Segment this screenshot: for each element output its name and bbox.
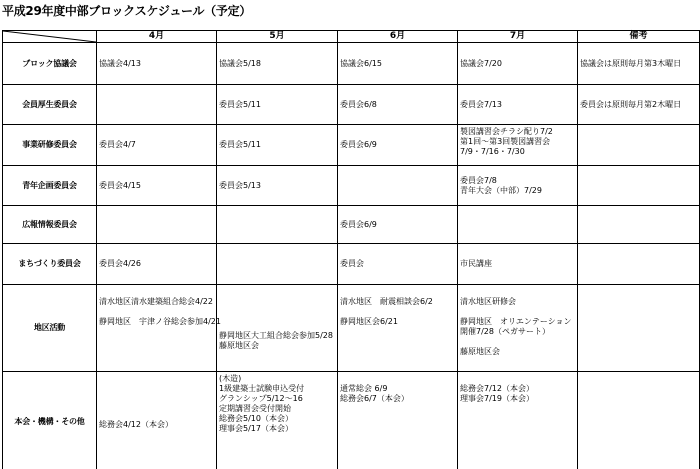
row-label: 事業研修委員会 [3,125,97,166]
table-cell [97,285,221,372]
table-row [3,166,700,206]
table-cell [458,43,578,85]
table-cell [578,166,700,206]
cell-line: 総務会7/12（本会） [460,384,534,393]
table-cell [578,206,700,244]
cell-line: 委員会5/13 [219,180,261,190]
cell-line: 市民講座 [460,259,492,268]
row-label: 本会・機構・その他 [3,372,97,469]
table-cell [338,206,458,244]
column-header-may: 5月 [217,31,338,43]
cell-line: 静岡地区大工組合総会参加5/28 [219,331,333,340]
cell-line: 総務会6/7（本会） [340,394,409,403]
cell-line: 清水地区清水建築組合総会4/22 [99,297,213,306]
cell-line: 委員会6/9 [340,140,377,149]
row-label: 地区活動 [3,285,97,372]
cell-line: 藤原地区会 [219,341,259,350]
cell-line: 7/9・7/16・7/30 [460,147,525,156]
corner-cell [3,31,97,43]
cell-line: 委員会7/13 [460,99,502,109]
cell-line: 理事会5/17（本会） [219,424,293,433]
table-row [3,43,700,85]
table-cell [217,166,338,206]
table-cell [458,372,578,469]
cell-line: 委員会4/7 [99,140,136,149]
table-cell [217,125,338,166]
table-cell [97,85,217,125]
table-cell [578,372,700,469]
table-cell [97,372,217,469]
cell-line: 委員会は原則毎月第2木曜日 [580,99,682,109]
row-label: まちづくり委員会 [3,244,97,285]
table-cell [338,125,458,166]
cell-line: 協議会は原則毎月第3木曜日 [580,58,682,68]
cell-line: 1級建築士試験申込受付 [219,384,305,393]
cell-line: 委員会 [340,259,364,268]
cell-line: 静岡地区 宇津ノ谷総会参加4/21 [99,317,221,326]
cell-line: 静岡地区 オリエンテーション開催7/28（ペガサート） [460,317,572,336]
table-row [3,85,700,125]
table-cell [578,85,700,125]
cell-line: 理事会7/19（本会） [460,394,534,403]
cell-line: 協議会4/13 [99,58,141,68]
cell-line: 青年大会（中部）7/29 [460,185,542,195]
header-row [3,31,700,43]
cell-line: 委員会7/8 [460,175,497,185]
table-cell [97,166,217,206]
cell-line: 委員会5/11 [219,140,261,149]
cell-line: グランシップ5/12～16 [219,394,303,403]
table-cell [458,85,578,125]
row-label: 青年企画委員会 [3,166,97,206]
table-cell [578,43,700,85]
column-header-jun: 6月 [338,31,458,43]
table-cell [217,372,338,469]
cell-line: 定期講習会受付開始 [219,404,291,413]
column-header-apr: 4月 [97,31,217,43]
cell-line: 協議会7/20 [460,58,502,68]
cell-line: 通常総会 6/9 [340,384,388,393]
table-row [3,125,700,166]
cell-line: 委員会6/8 [340,99,377,109]
cell-line: 委員会5/11 [219,99,261,109]
cell-line: 第1回～第3回製図講習会 [460,137,551,146]
table-cell [578,244,700,285]
cell-line: 協議会6/15 [340,58,382,68]
table-row [3,244,700,285]
row-label: 広報情報委員会 [3,206,97,244]
table-cell [458,285,578,372]
column-header-jul: 7月 [458,31,578,43]
cell-line: 総務会4/12（本会） [99,420,173,429]
table-cell [578,285,700,372]
table-cell [458,166,578,206]
table-cell [338,43,458,85]
cell-line: 総務会5/10（本会） [219,414,293,423]
table-row [3,285,700,372]
table-cell [97,244,217,285]
table-cell [217,285,338,372]
row-label: ブロック協議会 [3,43,97,85]
cell-line: 藤原地区会 [460,347,500,356]
cell-line: (木造) [219,374,242,383]
table-cell [97,125,217,166]
table-row [3,372,700,469]
table-cell [338,285,458,372]
cell-line: 協議会5/18 [219,58,261,68]
table-cell [578,125,700,166]
table-cell [458,206,578,244]
table-cell [217,85,338,125]
cell-line: 委員会6/9 [340,219,377,229]
table-cell [217,206,338,244]
page-title: 平成29年度中部ブロックスケジュール（予定） [2,4,252,18]
table-cell [97,206,217,244]
table-cell [338,166,458,206]
column-header-notes: 備考 [578,31,700,43]
schedule-table [2,30,700,469]
table-row [3,206,700,244]
row-label: 会員厚生委員会 [3,85,97,125]
table-cell [338,372,458,469]
table-cell [338,244,458,285]
cell-line: 委員会4/15 [99,180,141,190]
table-cell [97,43,217,85]
table-cell [217,244,338,285]
cell-line: 清水地区研修会 [460,297,516,306]
cell-line: 清水地区 耐震相談会6/2 [340,297,433,306]
table-cell [458,244,578,285]
diagonal-line [3,31,96,42]
table-cell [217,43,338,85]
table-cell [338,85,458,125]
cell-line: 静岡地区会6/21 [340,317,398,326]
cell-line: 委員会4/26 [99,259,141,268]
cell-line: 製図講習会チラシ配り7/2 [460,127,553,136]
table-cell [458,125,578,166]
